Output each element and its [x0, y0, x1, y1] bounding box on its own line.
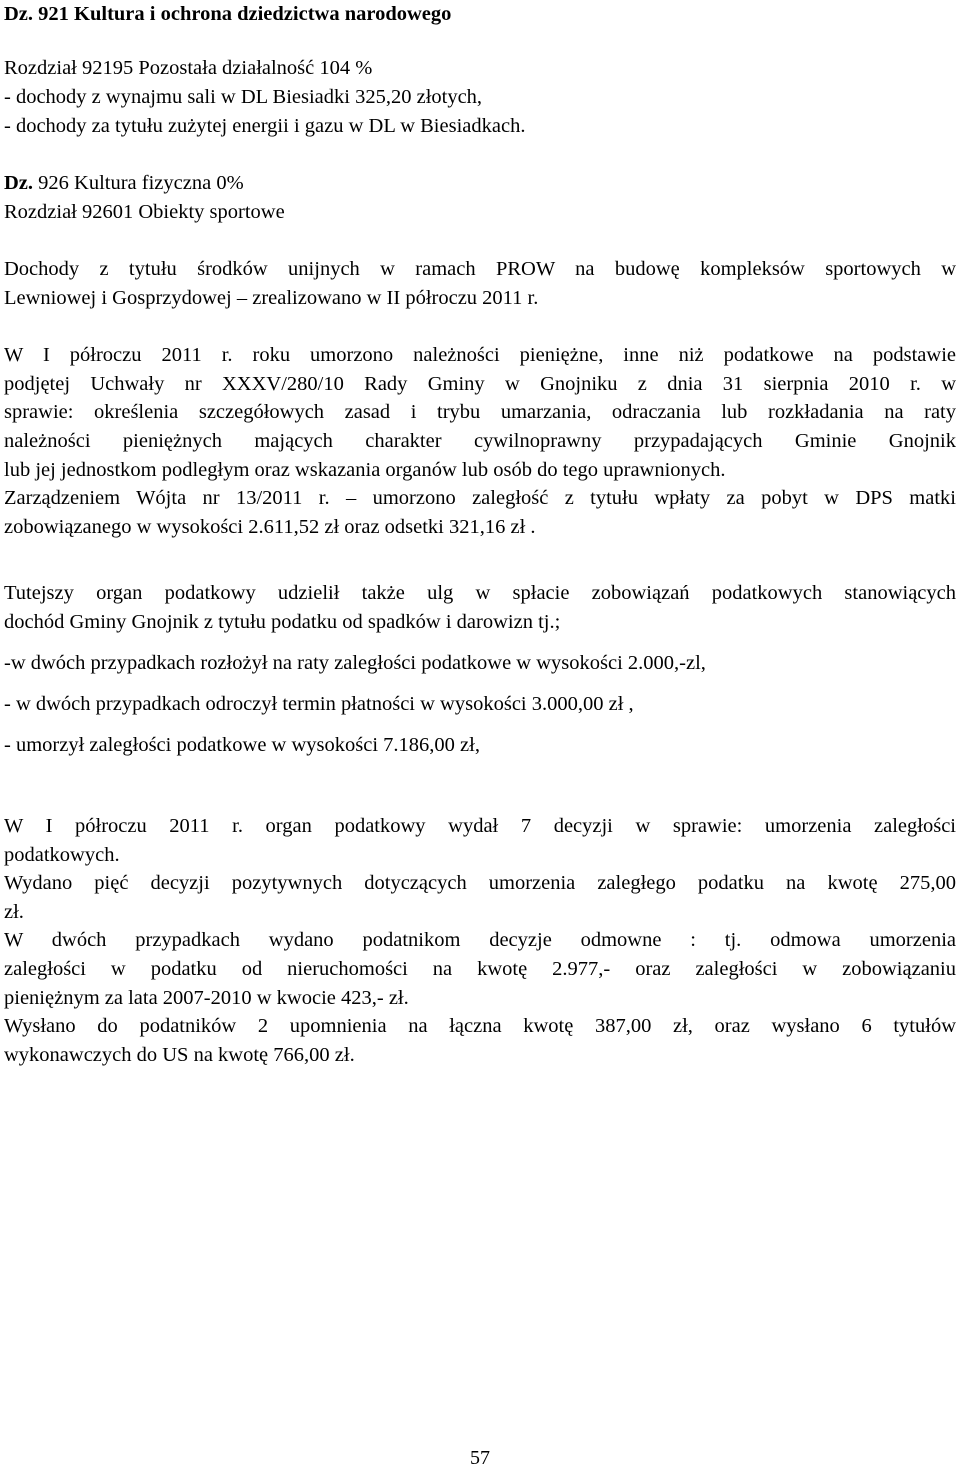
heading-prefix: Dz. [4, 172, 39, 194]
paragraph-line: W dwóch przypadkach wydano podatnikom decyzje odmowne : tj. odmowa umorzenia [4, 929, 956, 951]
heading-title: 921 Kultura i ochrona dziedzictwa narodowego [38, 3, 452, 25]
paragraph-line: W I półroczu 2011 r. organ podatkowy wydał 7 decyzji w sprawie: umorzenia zaległości [4, 815, 956, 837]
paragraph-line: należności pieniężnych mających charakter cywilnoprawny przypadających Gminie Gnojnik [4, 430, 956, 452]
paragraph-line: W I półroczu 2011 r. roku umorzono należności pieniężne, inne niż podatkowe na podstawie [4, 344, 956, 366]
heading-title: 926 Kultura fizyczna 0% [38, 172, 244, 194]
paragraph-line: Wysłano do podatników 2 upomnienia na łączna kwotę 387,00 zł, oraz wysłano 6 tytułów [4, 1015, 956, 1037]
paragraph-line: zł. [4, 901, 24, 923]
page-number: 57 [470, 1447, 490, 1469]
section-921-heading [4, 0, 451, 29]
paragraph-line: dochód Gminy Gnojnik z tytułu podatku od spadków i darowizn tj.; [4, 611, 561, 633]
paragraph-line: podatkowych. [4, 844, 120, 866]
list-item: - w dwóch przypadkach odroczył termin płatności w wysokości 3.000,00 zł , [4, 693, 634, 715]
paragraph-line: Tutejszy organ podatkowy udzielił także ulg w spłacie zobowiązań podatkowych stanowiących [4, 582, 956, 604]
paragraph-line: Dochody z tytułu środków unijnych w ramach PROW na budowę kompleksów sportowych w [4, 258, 956, 280]
paragraph-line: zaległości w podatku od nieruchomości na kwotę 2.977,- oraz zaległości w zobowiązaniu [4, 958, 956, 980]
paragraph-line: Zarządzeniem Wójta nr 13/2011 r. – umorzono zaległość z tytułu wpłaty za pobyt w DPS matki [4, 487, 956, 509]
section-926-heading [4, 169, 244, 198]
paragraph-line: wykonawczych do US na kwotę 766,00 zł. [4, 1044, 355, 1066]
section-921-item: - dochody za tytułu zużytej energii i gazu w DL w Biesiadkach. [4, 115, 526, 137]
paragraph-line: lub jej jednostkom podległym oraz wskazania organów lub osób do tego uprawnionych. [4, 459, 726, 481]
paragraph-line: podjętej Uchwały nr XXXV/280/10 Rady Gminy w Gnojniku z dnia 31 sierpnia 2010 r. w [4, 373, 956, 395]
paragraph-line: Lewniowej i Gosprzydowej – zrealizowano w II półroczu 2011 r. [4, 287, 539, 309]
list-item: -w dwóch przypadkach rozłożył na raty zaległości podatkowe w wysokości 2.000,-zl, [4, 652, 706, 674]
paragraph-line: sprawie: określenia szczegółowych zasad i trybu umarzania, odraczania lub rozkładania na raty [4, 401, 956, 423]
section-921-item: - dochody z wynajmu sali w DL Biesiadki 325,20 złotych, [4, 86, 483, 108]
section-921-chapter: Rozdział 92195 Pozostała działalność 104 % [4, 57, 373, 79]
heading-prefix: Dz. [4, 3, 39, 25]
section-926-chapter: Rozdział 92601 Obiekty sportowe [4, 201, 285, 223]
paragraph-line: zobowiązanego w wysokości 2.611,52 zł oraz odsetki 321,16 zł . [4, 516, 536, 538]
paragraph-line: Wydano pięć decyzji pozytywnych dotyczących umorzenia zaległego podatku na kwotę 275,00 [4, 872, 956, 894]
paragraph-line: pieniężnym za lata 2007-2010 w kwocie 423,- zł. [4, 987, 409, 1009]
list-item: - umorzył zaległości podatkowe w wysokości 7.186,00 zł, [4, 734, 480, 756]
